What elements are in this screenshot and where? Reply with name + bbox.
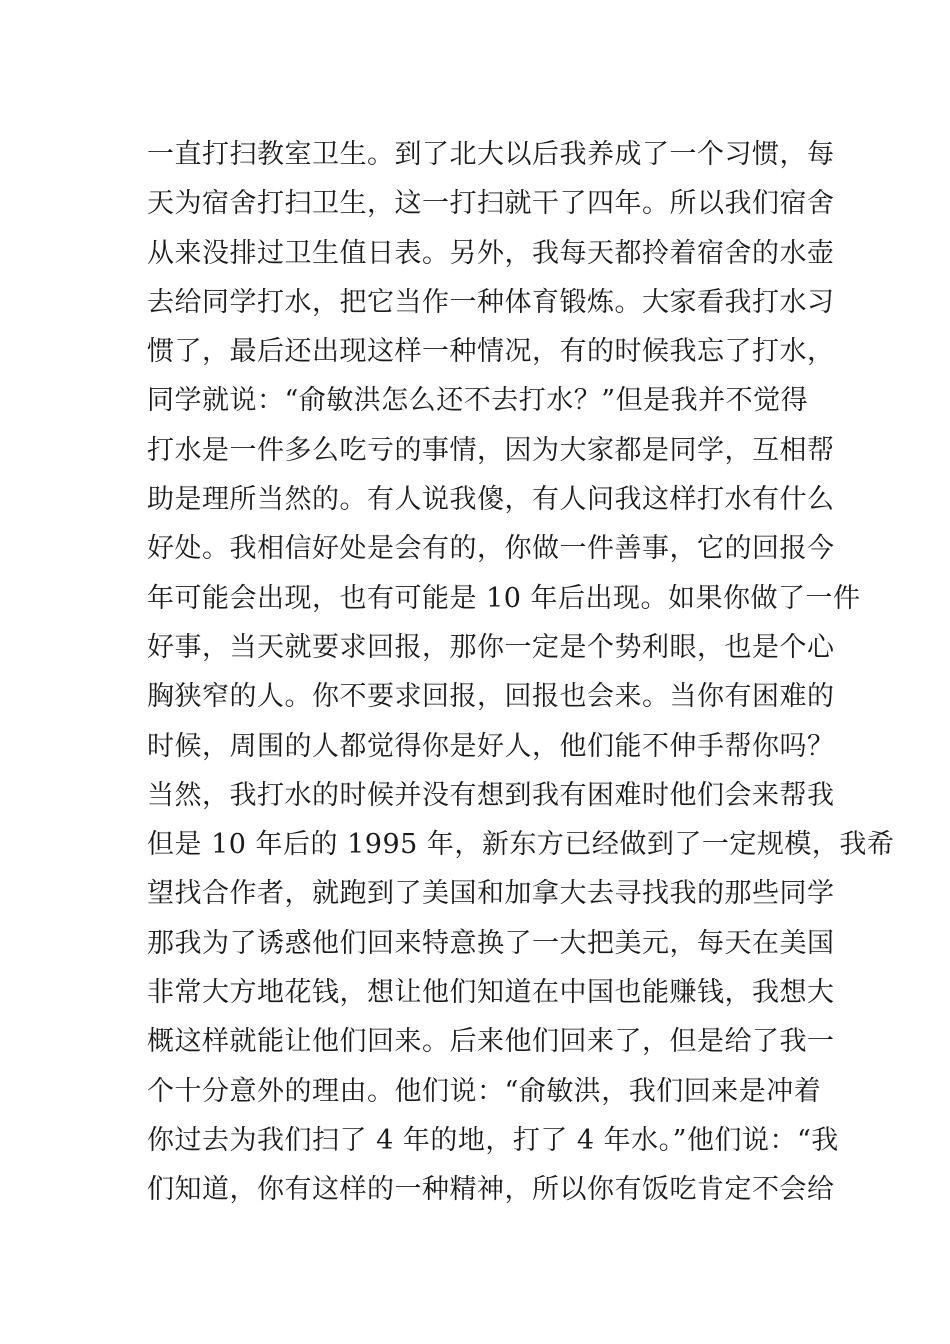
text-line: 胸狭窄的人。你不要求回报，回报也会来。当你有困难的 [147, 681, 835, 713]
text-line: 好事，当天就要求回报，那你一定是个势利眼，也是个心 [147, 631, 835, 663]
text-line: 你过去为我们扫了 4 年的地，打了 4 年水。”他们说：“我 [147, 1124, 839, 1156]
body-text [147, 130, 895, 1215]
text-line: 去给同学打水，把它当作一种体育锻炼。大家看我打水习 [147, 286, 835, 318]
text-line: 打水是一件多么吃亏的事情，因为大家都是同学，互相帮 [147, 434, 835, 466]
text-line: 好处。我相信好处是会有的，你做一件善事，它的回报今 [147, 533, 835, 565]
text-line: 个十分意外的理由。他们说：“俞敏洪，我们回来是冲着 [147, 1075, 822, 1107]
text-line: 们知道，你有这样的一种精神，所以你有饭吃肯定不会给 [147, 1174, 835, 1206]
text-line: 天为宿舍打扫卫生，这一打扫就干了四年。所以我们宿舍 [147, 188, 835, 220]
text-line: 惯了，最后还出现这样一种情况，有的时候我忘了打水， [147, 336, 835, 368]
text-line: 概这样就能让他们回来。后来他们回来了，但是给了我一 [147, 1026, 835, 1058]
text-line: 一直打扫教室卫生。到了北大以后我养成了一个习惯，每 [147, 139, 835, 170]
text-line: 年可能会出现，也有可能是 10 年后出现。如果你做了一件 [147, 582, 861, 614]
text-line: 但是 10 年后的 1995 年，新东方已经做到了一定规模，我希 [147, 829, 895, 861]
text-line: 同学就说：“俞敏洪怎么还不去打水？”但是我并不觉得 [147, 385, 809, 417]
text-line: 那我为了诱惑他们回来特意换了一大把美元，每天在美国 [147, 927, 835, 959]
text-line: 非常大方地花钱，想让他们知道在中国也能赚钱，我想大 [147, 977, 835, 1009]
text-line: 从来没排过卫生值日表。另外，我每天都拎着宿舍的水壶 [147, 237, 835, 269]
text-line: 助是理所当然的。有人说我傻，有人问我这样打水有什么 [147, 484, 835, 516]
text-line: 当然，我打水的时候并没有想到我有困难时他们会来帮我 [147, 779, 835, 811]
text-line: 时候，周围的人都觉得你是好人，他们能不伸手帮你吗？ [147, 730, 835, 762]
text-line: 望找合作者，就跑到了美国和加拿大去寻找我的那些同学 [147, 878, 835, 910]
